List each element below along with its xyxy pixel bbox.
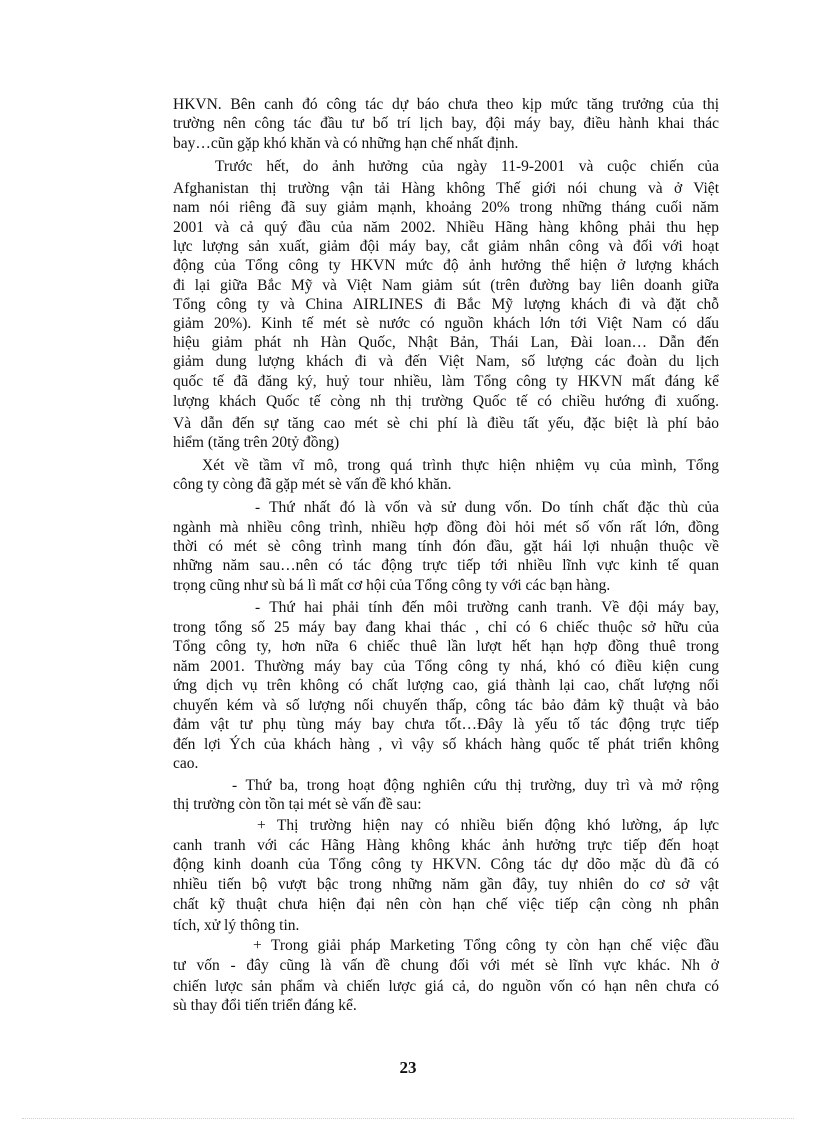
- text-line: những năm sau…nên có tác động trực tiếp tới nhiều lĩnh vực kinh tế quan: [173, 557, 719, 574]
- text-line: hiệu giảm phát nh Hàn Quốc, Nhật Bản, Thái Lan, Đài loan… Dẫn đến: [173, 334, 719, 351]
- text-line: động kinh doanh của Tổng công ty HKVN. Công tác dự dõo mặc dù đã có: [173, 856, 719, 873]
- text-line: động của Tổng công ty HKVN mức độ ảnh hưởng thể hiện ở lượng khách: [173, 257, 719, 274]
- text-line: quốc tế đã đăng ký, huỷ tour nhiều, làm Tổng công ty HKVN mất đáng kể: [173, 373, 719, 390]
- text-line: năm 2001. Thường máy bay của Tổng công ty nhá, khó có điều kiện cung: [173, 658, 719, 675]
- text-line: - Thứ ba, trong hoạt động nghiên cứu thị trường, duy trì và mở rộng: [232, 777, 719, 794]
- text-line: trong tổng số 25 máy bay đang khai thác , chỉ có 6 chiếc thuộc sở hữu của: [173, 619, 719, 636]
- text-line: ngành mà nhiều công trình, nhiều hợp đồng đòi hỏi mét số vốn rất lớn, đồng: [173, 519, 719, 536]
- text-line: đến lợi Ých của khách hàng , vì vậy số khách hàng quốc tế phát triển không: [173, 736, 719, 753]
- text-line: Afghanistan thị trường vận tải Hàng không Thế giới nói chung và ở Việt: [173, 180, 719, 197]
- text-line: Tổng công ty, hơn nữa 6 chiếc thuê lần lượt hết hạn hợp đồng thuê trong: [173, 638, 719, 655]
- text-line: lượng khách Quốc tế còng nh thị trường Quốc tế có chiều hướng đi xuống.: [173, 393, 719, 410]
- text-line: trọng cũng như sù bá lì mất cơ hội của Tổng công ty với các bạn hàng.: [173, 577, 611, 594]
- text-line: thị trường còn tồn tại mét sè vấn đề sau:: [173, 796, 422, 813]
- text-line: giảm 20%). Kinh tế mét sè nước có nguồn khách lớn tới Việt Nam có dấu: [173, 315, 719, 332]
- text-line: chuyến kém và số lượng nối chuyến thấp, công tác bảo đảm kỹ thuật và bảo: [173, 697, 719, 714]
- footer-divider: [22, 1118, 794, 1119]
- text-line: tích, xử lý thông tin.: [173, 917, 300, 934]
- text-line: thời có mét sè công trình mang tính đón đầu, gặt hái lợi nhuận thuộc về: [173, 538, 719, 555]
- text-line: + Thị trường hiện nay có nhiều biến động khó lường, áp lực: [257, 817, 719, 834]
- text-line: - Thứ hai phải tính đến môi trường canh tranh. Về đội máy bay,: [255, 599, 719, 616]
- text-line: cao.: [173, 755, 199, 772]
- text-line: Tổng công ty và China AIRLINES đi Bắc Mỹ lượng khách đi và đặt chỗ: [173, 296, 719, 313]
- text-line: nhiều tiến bộ vượt bậc trong những năm gần đây, tuy nhiên do cơ sở vật: [173, 876, 719, 893]
- text-line: chiến lược sản phẩm và chiến lược giá cả, do nguồn vốn có hạn nên chưa có: [173, 978, 719, 995]
- text-line: ứng dịch vụ trên không có chất lượng cao, giá thành lại cao, chất lượng nối: [173, 677, 719, 694]
- text-line: bay…cũn gặp khó khăn và có những hạn chế nhất định.: [173, 135, 519, 152]
- text-line: Và dẫn đến sự tăng cao mét sè chi phí là điều tất yếu, đặc biệt là phí bảo: [173, 415, 719, 432]
- text-line: HKVN. Bên canh đó công tác dự báo chưa theo kịp mức tăng trưởng của thị: [173, 96, 719, 113]
- text-line: sù thay đổi tiến triển đáng kể.: [173, 997, 357, 1014]
- text-line: đảm vật tư phụ tùng máy bay chưa tốt…Đây là yếu tố tác động trực tiếp: [173, 716, 719, 733]
- text-line: Trước hết, do ảnh hưởng của ngày 11-9-2001 và cuộc chiến của: [215, 158, 719, 175]
- text-line: 2001 và cả quý đầu của năm 2002. Nhiều Hãng hàng không phải thu hẹp: [173, 219, 719, 236]
- text-line: canh tranh với các Hãng Hàng không khác ảnh hưởng trực tiếp đến hoạt: [173, 837, 719, 854]
- page-number: 23: [399, 1058, 417, 1077]
- text-line: giảm dung lượng khách đi và đến Việt Nam, số lượng các đoàn du lịch: [173, 353, 719, 370]
- text-line: - Thứ nhất đó là vốn và sử dung vốn. Do tính chất đặc thù của: [255, 499, 719, 516]
- text-line: + Trong giải pháp Marketing Tổng công ty còn hạn chế việc đầu: [253, 937, 719, 954]
- text-line: tư vốn - đây cũng là vấn đề chung đối với mét sè lĩnh vực khác. Nh ở: [173, 957, 719, 974]
- text-line: lực lượng sản xuất, giảm đội máy bay, cắt giảm nhân công và đối với hoạt: [173, 238, 719, 255]
- text-line: công ty còng đã gặp mét sè vấn đề khó khăn.: [173, 476, 452, 493]
- text-line: Xét về tầm vĩ mô, trong quá trình thực hiện nhiệm vụ của mình, Tổng: [202, 457, 719, 474]
- text-line: đi lại giữa Bắc Mỹ và Việt Nam giảm sút (trên đường bay liên doanh giữa: [173, 277, 719, 294]
- text-line: chất kỹ thuật chưa hiện đại nên còn hạn chế việc tiếp cận còng nh phân: [173, 896, 719, 913]
- text-line: nam nói riêng đã suy giảm mạnh, khoảng 20% trong những tháng cuối năm: [173, 199, 719, 216]
- text-line: trường nên công tác đầu tư bố trí lịch bay, đội máy bay, điều hành khai thác: [173, 115, 719, 132]
- text-line: hiểm (tăng trên 20tỷ đồng): [173, 434, 340, 451]
